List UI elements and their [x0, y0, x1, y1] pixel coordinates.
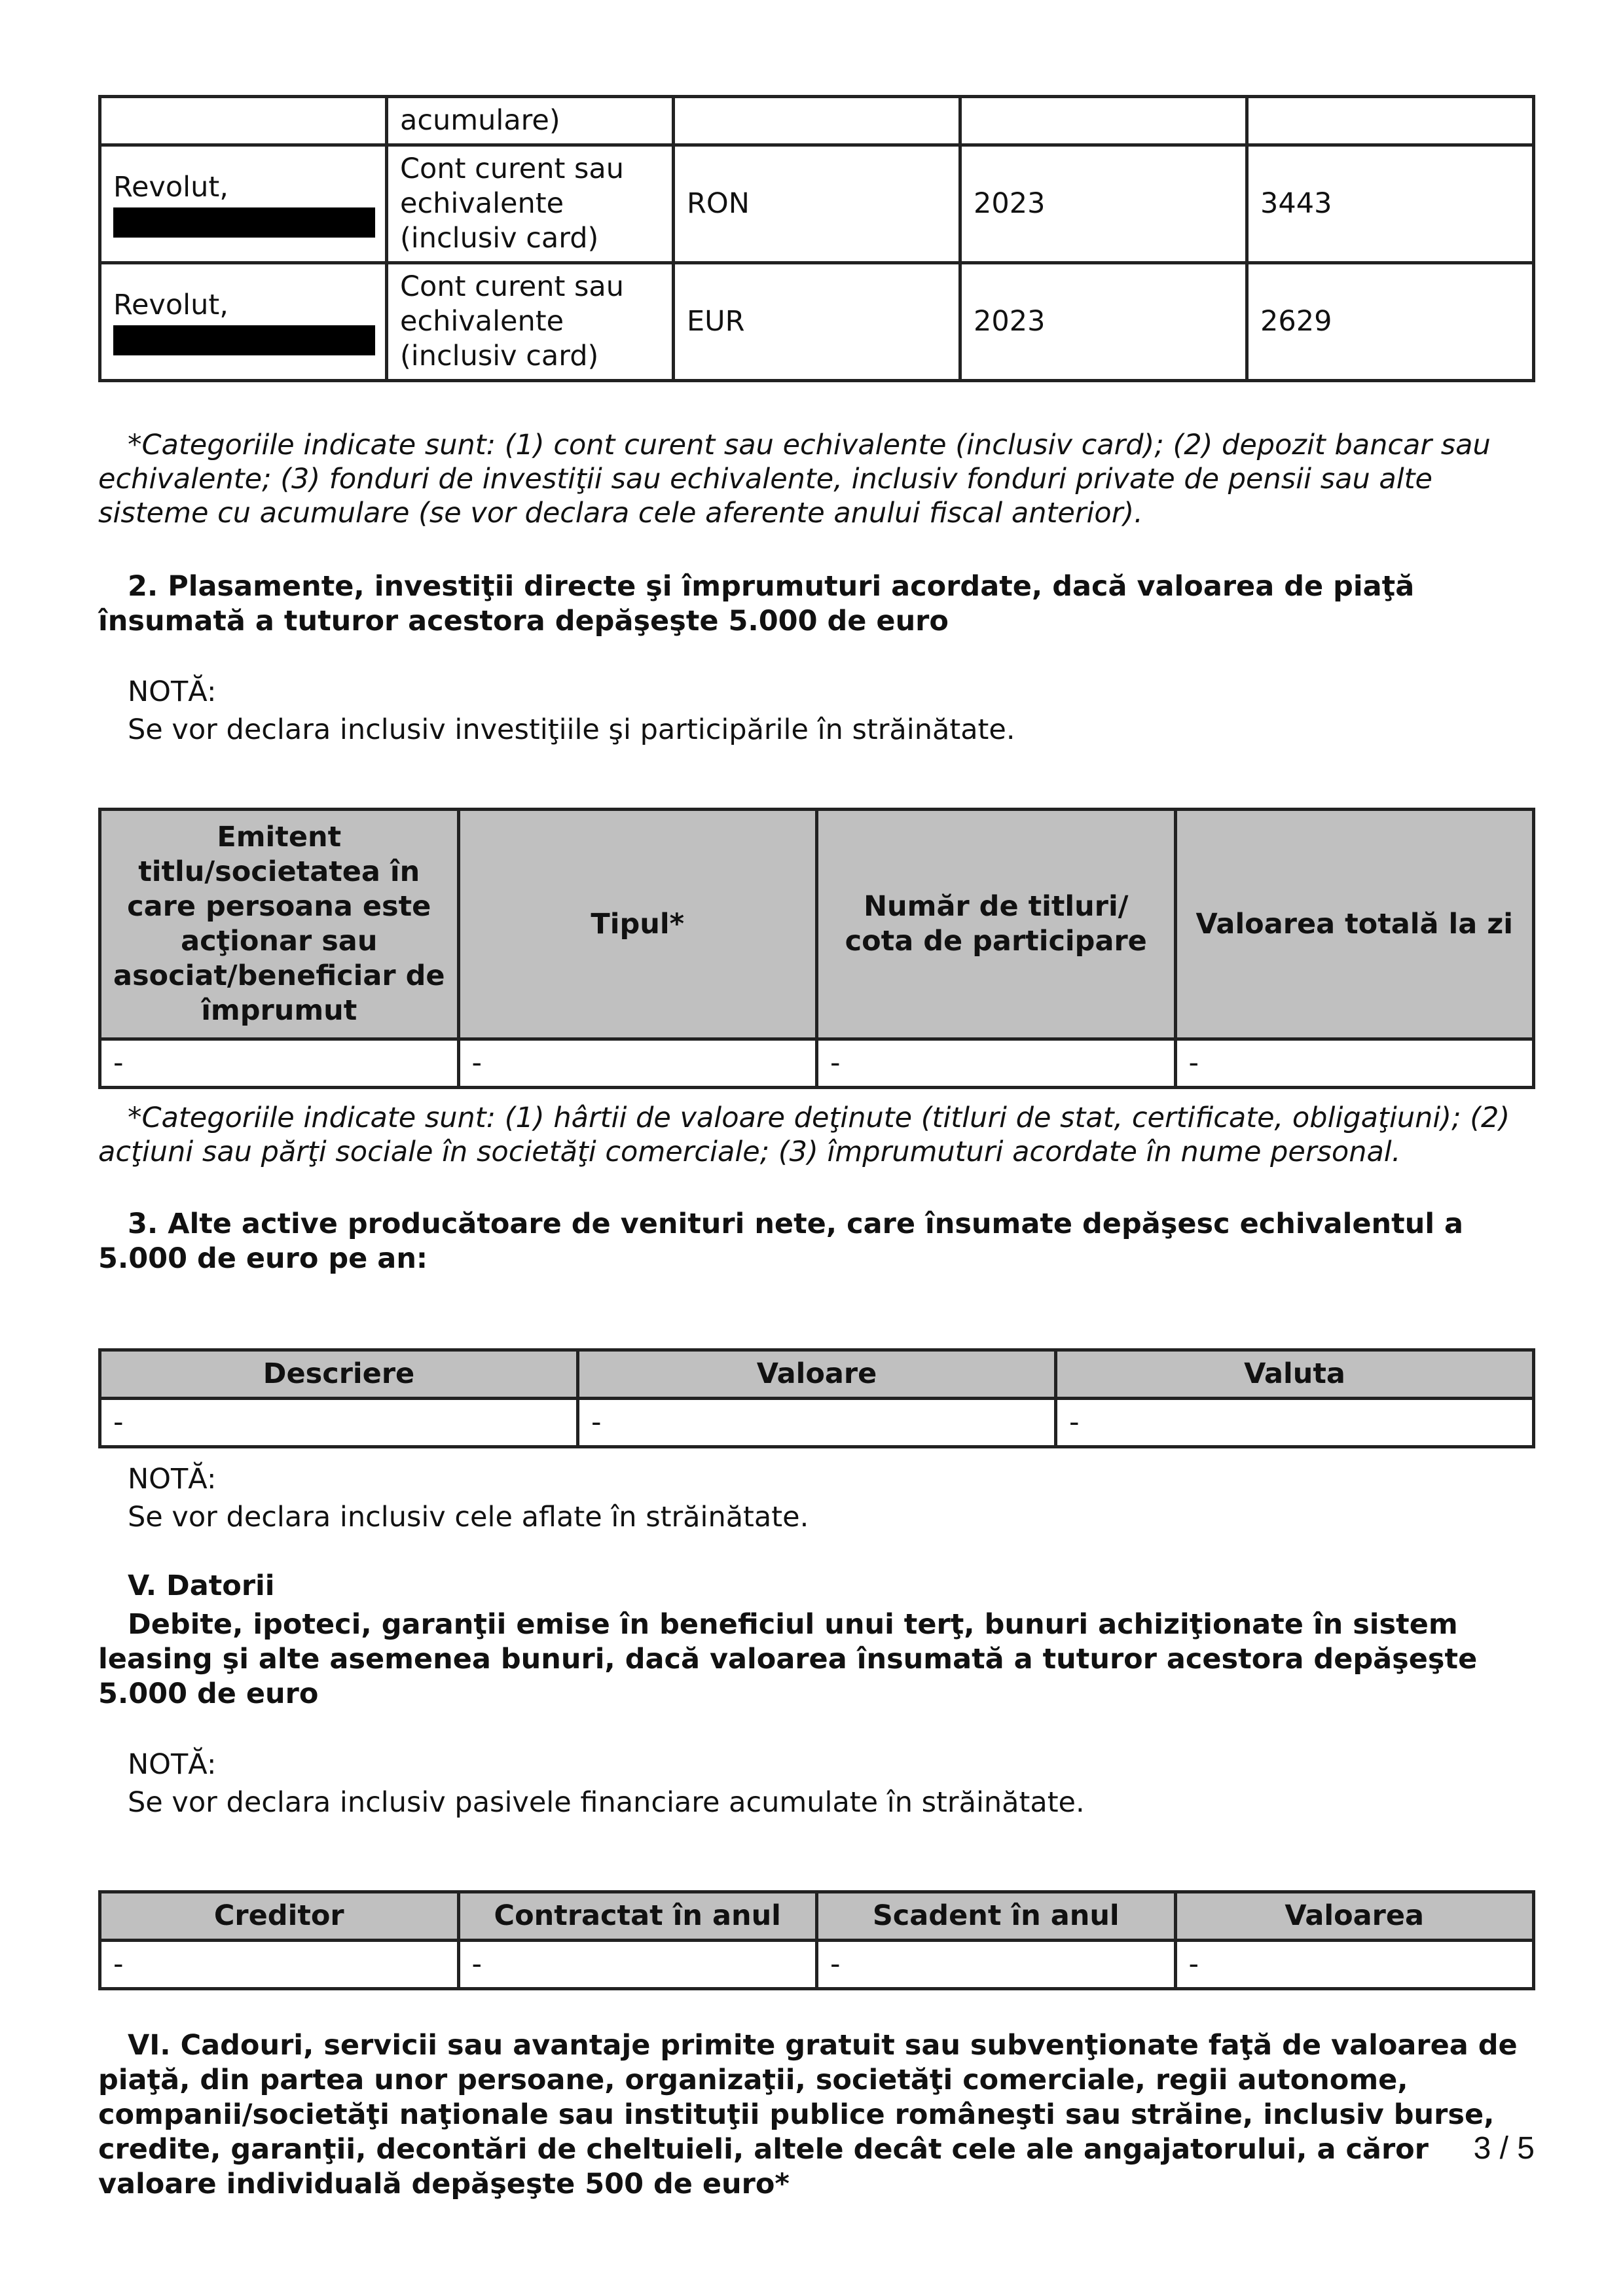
table-cell [100, 97, 387, 145]
table-cell: - [817, 1941, 1176, 1989]
section-2-heading: 2. Plasamente, investiţii directe şi împrumuturi acordate, dacă valoarea de piaţă însumată a tuturor acestora depăşeşte 5.000 de euro [98, 570, 1415, 637]
table-cell: 2023 [960, 263, 1247, 381]
table-cell: EUR [674, 263, 960, 381]
table-row [100, 1941, 1534, 1989]
column-header: Tipul* [458, 810, 817, 1039]
table-cell: 3443 [1247, 145, 1534, 263]
section-vi-heading: VI. Cadouri, servicii sau avantaje primite gratuit sau subvenţionate faţă de valoarea de piaţă, din partea unor persoane, organizaţii, societăţi comerciale, regii autonome, companii/societăţi naţionale sau instituţii publice româneşti sau străine, inclusiv burse, credite, garanţii, decontări de cheltuieli, altele decât cele ale angajatorului, a căror valoare individuală depăşeşte 500 de euro* [98, 2029, 1518, 2200]
table-cell: 2023 [960, 145, 1247, 263]
table-cell: acumulare) [387, 97, 674, 145]
column-header: Valoare [578, 1350, 1056, 1399]
table-cell: 2629 [1247, 263, 1534, 381]
table-header-row [100, 810, 1534, 1039]
table-cell: - [817, 1039, 1176, 1088]
investments-table [98, 808, 1535, 1089]
table-cell: RON [674, 145, 960, 263]
nota-label: NOTĂ: [128, 1463, 217, 1496]
redaction-bar [113, 325, 375, 355]
table-cell: - [458, 1941, 817, 1989]
table-header-row [100, 1350, 1534, 1399]
nota-label: NOTĂ: [128, 1748, 217, 1781]
table-cell: - [100, 1941, 459, 1989]
section-v-title: V. Datorii [128, 1570, 275, 1602]
column-header: Emitent titlu/societatea în care persoana este acţionar sau asociat/beneficiar de împrumut [100, 810, 459, 1039]
table-row [100, 145, 1534, 263]
column-header: Valoarea totală la zi [1175, 810, 1534, 1039]
table-cell: - [100, 1039, 459, 1088]
table-cell [960, 97, 1247, 145]
column-header: Creditor [100, 1892, 459, 1941]
table-cell: Cont curent sau echivalente (inclusiv card) [387, 145, 674, 263]
categories-footnote: *Categoriile indicate sunt: (1) cont curent sau echivalente (inclusiv card); (2) depozit bancar sau echivalente; (3) fonduri de investiţii sau echivalente, inclusiv fonduri private de pensii sau alte sisteme cu acumulare (se vor declara cele aferente anului fiscal anterior). [98, 429, 1491, 529]
table-row [100, 1039, 1534, 1088]
table-cell: - [1175, 1941, 1534, 1989]
section-3-heading: 3. Alte active producătoare de venituri nete, care însumate depăşesc echivalentul a 5.000 de euro pe an: [98, 1208, 1464, 1275]
institution-name: Revolut, [113, 171, 228, 204]
column-header: Număr de titluri/ cota de participare [817, 810, 1176, 1039]
page-number: 3 / 5 [1473, 2131, 1535, 2166]
column-header: Scadent în anul [817, 1892, 1176, 1941]
table-cell: - [578, 1399, 1056, 1447]
table-cell: - [458, 1039, 817, 1088]
column-header: Valoarea [1175, 1892, 1534, 1941]
column-header: Valuta [1056, 1350, 1534, 1399]
nota-text: Se vor declara inclusiv pasivele financiare acumulate în străinătate. [128, 1786, 1085, 1819]
section-v-heading: Debite, ipoteci, garanţii emise în beneficiul unui terţ, bunuri achiziţionate în sistem leasing şi alte asemenea bunuri, dacă valoarea însumată a tuturor acestora depăşeşte 5.000 de euro [98, 1608, 1478, 1710]
table-row [100, 1399, 1534, 1447]
institution-cell [100, 145, 387, 263]
investments-footnote: *Categoriile indicate sunt: (1) hârtii de valoare deţinute (titluri de stat, certificate, obligaţiuni); (2) acţiuni sau părţi sociale în societăţi comerciale; (3) împrumuturi acordate în nume personal. [98, 1102, 1510, 1168]
column-header: Contractat în anul [458, 1892, 817, 1941]
table-row [100, 263, 1534, 381]
other-assets-table [98, 1348, 1535, 1448]
table-cell: Cont curent sau echivalente (inclusiv card) [387, 263, 674, 381]
nota-label: NOTĂ: [128, 675, 217, 708]
debts-table [98, 1890, 1535, 1990]
accounts-table [98, 95, 1535, 382]
document-page [98, 95, 1535, 2202]
table-cell: - [1056, 1399, 1534, 1447]
nota-text: Se vor declara inclusiv cele aflate în străinătate. [128, 1501, 809, 1534]
column-header: Descriere [100, 1350, 578, 1399]
table-cell: - [1175, 1039, 1534, 1088]
institution-name: Revolut, [113, 289, 228, 321]
table-header-row [100, 1892, 1534, 1941]
table-cell: - [100, 1399, 578, 1447]
table-row [100, 97, 1534, 145]
institution-cell [100, 263, 387, 381]
redaction-bar [113, 207, 375, 238]
table-cell [1247, 97, 1534, 145]
nota-text: Se vor declara inclusiv investiţiile şi participările în străinătate. [128, 713, 1015, 746]
table-cell [674, 97, 960, 145]
